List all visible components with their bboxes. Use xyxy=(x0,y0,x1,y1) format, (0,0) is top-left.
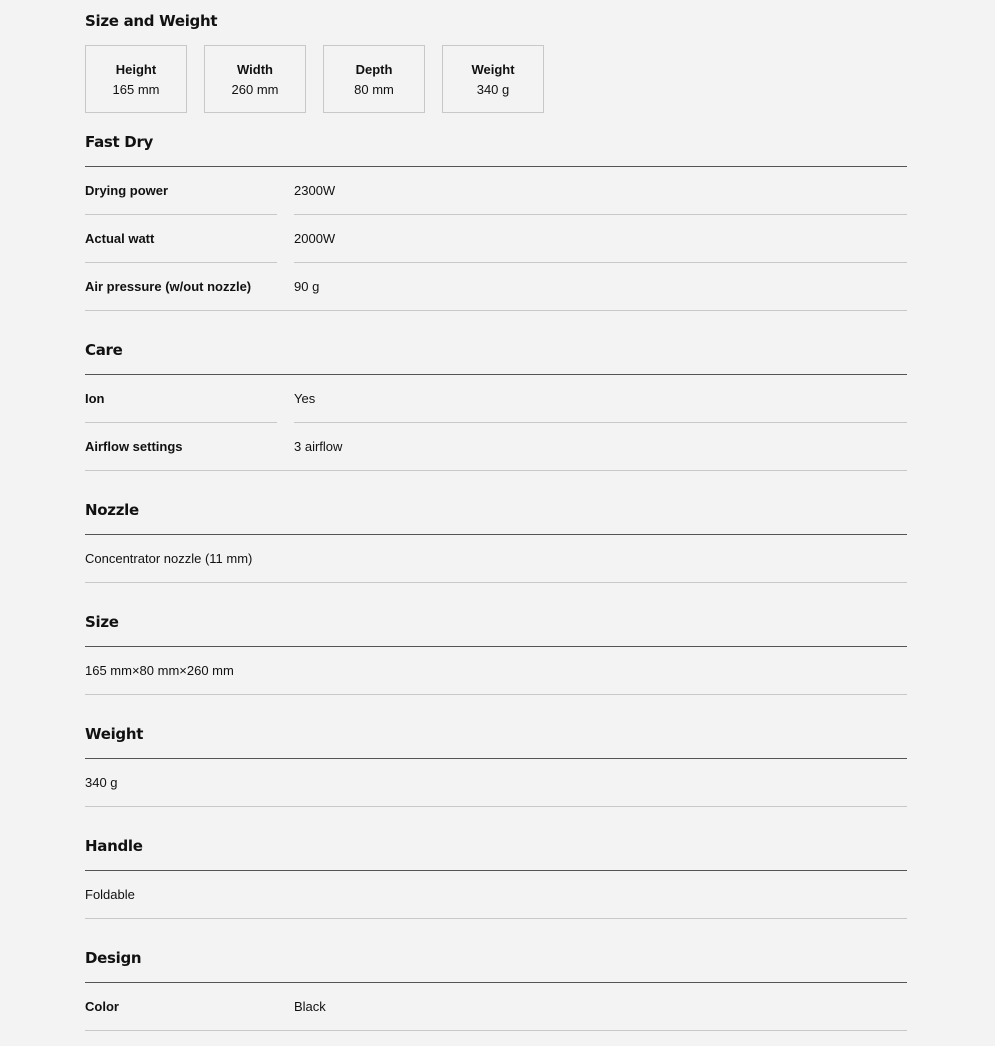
weight-box-label: Weight xyxy=(471,62,515,77)
weight-section xyxy=(85,724,907,807)
width-box xyxy=(204,45,306,113)
spec-key: Airflow settings xyxy=(85,439,183,454)
spec-key: Color xyxy=(85,999,119,1014)
row-divider xyxy=(85,1030,907,1031)
depth-label: Depth xyxy=(355,62,393,77)
fast-dry-title: Fast Dry xyxy=(85,133,154,151)
spec-key: Drying power xyxy=(85,183,169,198)
spec-row xyxy=(85,535,907,583)
spec-key: Air pressure (w/out nozzle) xyxy=(85,279,252,294)
nozzle-title: Nozzle xyxy=(85,501,139,519)
spec-value: 2000W xyxy=(294,231,336,246)
handle-title: Handle xyxy=(85,837,143,855)
weight-box xyxy=(442,45,544,113)
row-divider xyxy=(85,806,907,807)
spec-value: Black xyxy=(294,999,326,1014)
row-divider xyxy=(85,582,907,583)
spec-row xyxy=(85,983,907,1031)
care-title: Care xyxy=(85,341,123,359)
height-box xyxy=(85,45,187,113)
row-divider xyxy=(85,470,907,471)
size-weight-boxes xyxy=(85,45,544,113)
spec-row xyxy=(85,759,907,807)
depth-box xyxy=(323,45,425,113)
care-section xyxy=(85,340,907,471)
size-title: Size xyxy=(85,613,119,631)
row-divider xyxy=(85,310,907,311)
depth-value: 80 mm xyxy=(354,82,394,97)
spec-value: 3 airflow xyxy=(294,439,343,454)
nozzle-section xyxy=(85,500,907,583)
spec-row xyxy=(85,423,907,471)
spec-row xyxy=(85,647,907,695)
handle-section xyxy=(85,836,907,919)
fast-dry-section xyxy=(85,132,907,311)
row-divider xyxy=(85,918,907,919)
spec-row xyxy=(85,215,907,263)
nozzle-value: Concentrator nozzle (11 mm) xyxy=(85,551,253,566)
spec-key: Ion xyxy=(85,391,105,406)
width-value: 260 mm xyxy=(231,82,279,97)
size-weight-title: Size and Weight xyxy=(85,12,218,30)
spec-value: 90 g xyxy=(294,279,320,294)
weight-value: 340 g xyxy=(85,775,118,790)
design-section xyxy=(85,948,907,1031)
row-divider xyxy=(85,694,907,695)
height-label: Height xyxy=(115,62,157,77)
spec-row xyxy=(85,167,907,215)
spec-row xyxy=(85,871,907,919)
design-title: Design xyxy=(85,949,142,967)
handle-value: Foldable xyxy=(85,887,135,902)
weight-title: Weight xyxy=(85,725,144,743)
height-value: 165 mm xyxy=(112,82,160,97)
spec-key: Actual watt xyxy=(85,231,155,246)
size-section xyxy=(85,612,907,695)
width-label: Width xyxy=(237,62,273,77)
weight-box-value: 340 g xyxy=(476,82,510,97)
spec-row xyxy=(85,263,907,311)
size-value: 165 mm×80 mm×260 mm xyxy=(85,663,234,678)
spec-value: 2300W xyxy=(294,183,336,198)
spec-row xyxy=(85,375,907,423)
spec-value: Yes xyxy=(294,391,316,406)
